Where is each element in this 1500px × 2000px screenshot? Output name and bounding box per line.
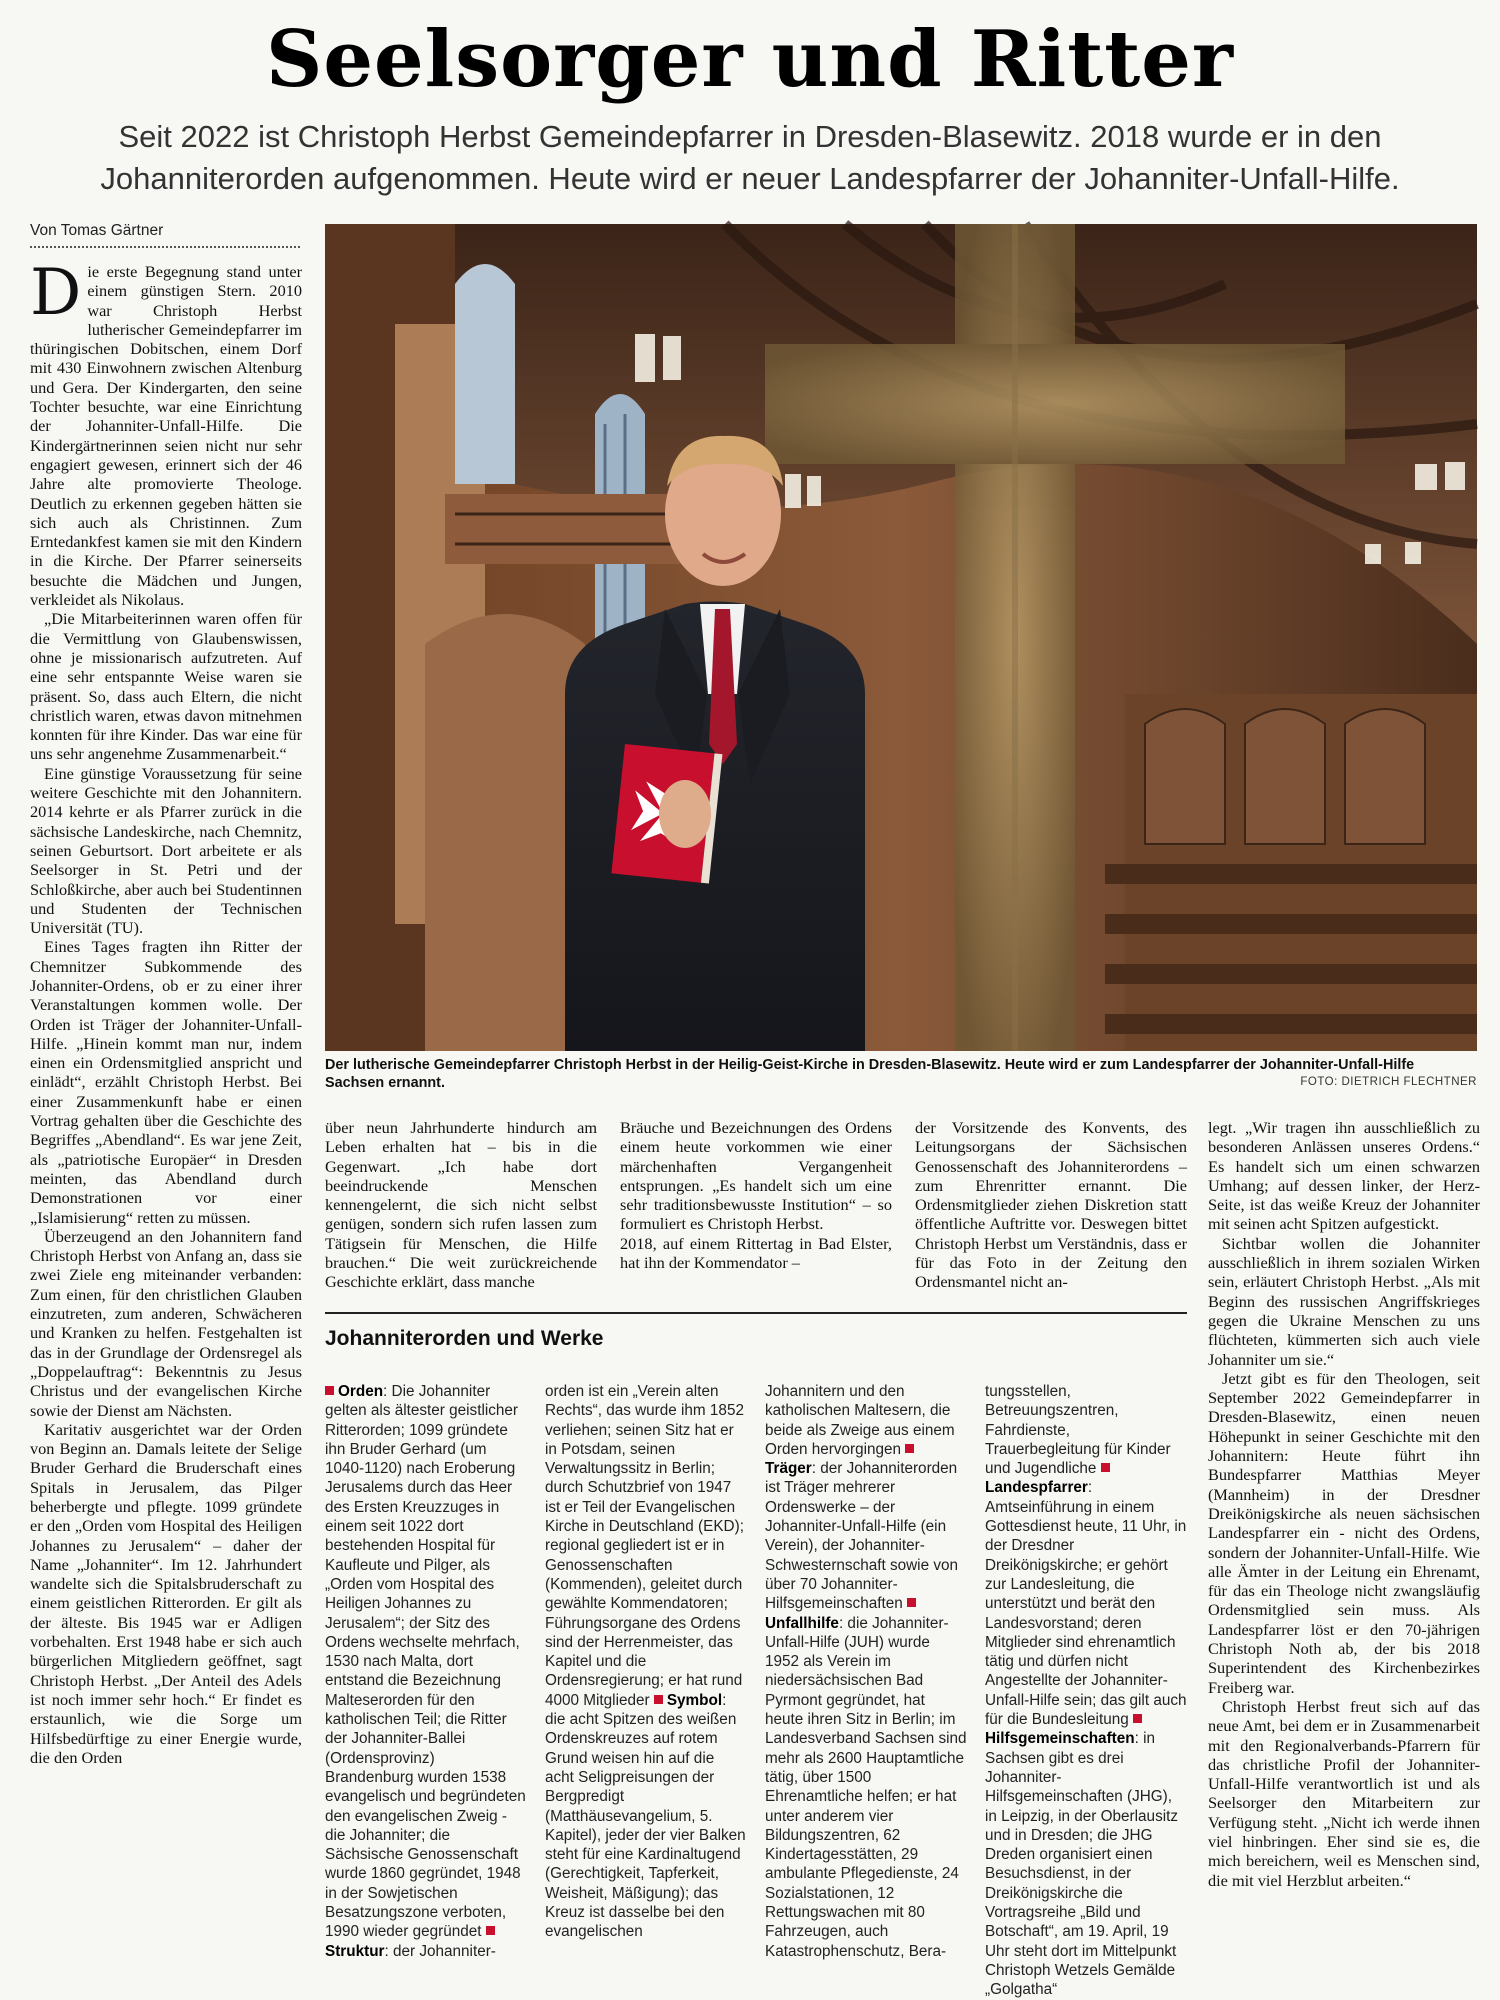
- red-square-bullet-icon: [654, 1695, 663, 1704]
- red-square-bullet-icon: [905, 1444, 914, 1453]
- article-paragraph: Jetzt gibt es für den Theologen, seit September 2022 Gemeindepfarrer in Dresden-Blasewitz, einen neuen Höhepunkt in seiner Geschichte mit den Johannitern: Heute führt ihn Bundespfarrer Matthias Meyer (Mannheim) in der Dresdner Dreikönigskirche als neuen sächsischen Landespfarrer ein - nicht des Ordens, sondern der Johanniter-Unfall-Hilfe. Wie alle Ämter in der Leitung ein Ehrenamt, für das ein Theologe nicht zwangsläufig Ordensmitglied sein muss. Als Landespfarrer löst er den 70-jährigen Christoph Noth ab, der bis 2018 Superintendent des Kirchenbezirkes Freiberg war.: [1208, 1368, 1480, 1697]
- article-paragraph: Bräuche und Bezeichnungen des Ordens einem heute vorkommen wie einer märchenhaften Vergangenheit entsprungen. „Es handelt sich um eine sehr traditionsbewusste Institution“ – so formuliert es Christoph Herbst. 2018, auf einem Rittertag in Bad Elster, hat ihn der Kommendator –: [620, 1118, 892, 1273]
- infobox-column: Johannitern und den katholischen Maltesern, die beide als Zweige aus einem Orden hervorgingen Träger: der Johanniterorden ist Träger mehrerer Ordenswerke – der Johanniter-Unfall-Hilfe (ein Verein), der Johanniter-Schwesternschaft sowie von über 70 Johanniter-Hilfsgemeinschaften Unfallhilfe: die Johanniter-Unfall-Hilfe (JUH) wurde 1952 als Verein im niedersächsischen Bad Pyrmont gegründet, hat heute ihren Sitz in Berlin; im Landesverband Sachsen sind mehr als 2600 Hauptamtliche tätig, über 1500 Ehrenamtliche helfen; er hat unter anderem vier Bildungszentren, 62 Kindertagesstätten, 29 ambulante Pflegedienste, 24 Sozialstationen, 12 Rettungswachen mit 80 Fahrzeugen, auch Katastrophenschutz, Bera-: [765, 1383, 967, 1960]
- infobox-rule: [325, 1312, 1187, 1314]
- infobox-column: Orden: Die Johanniter gelten als ältester geistlicher Ritterorden; 1099 gründete ihn Bruder Gerhard (um 1040-1120) nach Eroberung Jerusalems durch das Heer des Ersten Kreuzzuges in einem seit 1022 dort bestehenden Hospital für Kaufleute und Pilger, als „Orden vom Hospital des Heiligen Johannes zu Jerusalem“; der Sitz des Ordens wechselte mehrfach, 1530 nach Malta, dort entstand die Bezeichnung Malteserorden für den katholischen Teil; die Ritter der Johanniter-Ballei (Ordensprovinz) Brandenburg wurden 1538 evangelisch und begründeten den evangelischen Zweig - die Johanniter; die Sächsische Genossenschaft wurde 1860 gegründet, 1948 in der Sowjetischen Besatzungszone verboten, 1990 wieder gegründet Struktur: der Johanniter-: [325, 1383, 526, 1960]
- infobox-column: tungsstellen, Betreuungszentren, Fahrdienste, Trauerbegleitung für Kinder und Jugendliche Landespfarrer: Amtseinführung in einem Gottesdienst heute, 11 Uhr, in der Dresdner Dreikönigskirche; er gehört zur Landesleitung, die unterstützt und berät den Landesvorstand; deren Mitglieder sind ehrenamtlich tätig und dürfen nicht Angestellte der Johanniter-Unfall-Hilfe sein; das gilt auch für die Bundesleitung Hilfsgemeinschaften: in Sachsen gibt es drei Johanniter-Hilfsgemeinschaften (JHG), in Leipzig, in der Oberlausitz und in Dresden; die JHG Dreden organisiert einen Besuchsdienst, in der Dreikönigskirche die Vortragsreihe „Bild und Botschaft“, am 19. April, 19 Uhr steht dort im Mittelpunkt Christoph Wetzels Gemälde „Golgatha“: [985, 1383, 1187, 1999]
- article-paragraph: Sichtbar wollen die Johanniter ausschließlich in ihrem sozialen Wirken sein, erläutert Christoph Herbst. „Als mit Beginn des russischen Angriffskrieges gegen die Ukraine Menschen zu uns flüchteten, kümmerten sich auch viele Johanniter um sie.“: [1208, 1233, 1480, 1369]
- infobox-title: Johanniterorden und Werke: [325, 1327, 604, 1350]
- article-paragraph: Die erste Begegnung stand unter einem günstigen Stern. 2010 war Christoph Herbst lutherischer Gemeindepfarrer im thüringischen Dobitschen, einem Dorf mit 430 Einwohnern zwischen Altenburg und Gera. Der Kindergarten, den seine Tochter besuchte, war eine Einrichtung der Johanniter-Unfall-Hilfe. Die Kindergärtnerinnen seien nicht nur sehr engagiert gewesen, erinnert sich der 46 Jahre alte promovierte Theologe. Deutlich zu erkennen gegeben hätten sie sich auch als Christinnen. Zum Erntedankfest kamen sie mit den Kindern in die Kirche. Der Pfarrer seinerseits besuchte die Mädchen und Jungen, verkleidet als Nikolaus.: [30, 256, 302, 610]
- article-paragraph: Christoph Herbst freut sich auf das neue Amt, bei dem er in Zusammenarbeit mit den Regionalverbands-Pfarrern für das christliche Profil der Johanniter-Unfall-Hilfe verantwortlich ist und als Seelsorger den Mitarbeitern zur Verfügung steht. „Nicht ich werde ihnen viel hinbringen. Eher sind sie es, die mich bereichern, weil es Menschen sind, die mit viel Herzblut arbeiten.“: [1208, 1696, 1480, 1890]
- article-paragraph: „Die Mitarbeiterinnen waren offen für die Vermittlung von Glaubenswissen, ohne je missionarisch aufzutreten. Auf eine sehr entspannte Weise waren sie präsent. So, dass auch Eltern, die nicht christlich waren, etwas davon mitnehmen konnten für ihre Kinder. Das war eine für uns sehr angenehme Zusammenarbeit.“: [30, 609, 302, 764]
- article-paragraph: Überzeugend an den Johannitern fand Christoph Herbst von Anfang an, dass sie zwei Ziele eng miteinander verbanden: Zum einen, für den christlichen Glauben einzutreten, zum anderen, Schwächeren und Kranken zu helfen. Festgehalten ist das in der Grundlage der Ordensregel als „Doppelauftrag“: Bekenntnis zu Jesus Christus und der evangelischen Kirche sowie der Dienst am Nächsten.: [30, 1226, 302, 1420]
- red-square-bullet-icon: [486, 1926, 495, 1935]
- dropcap: D: [30, 256, 82, 330]
- red-square-bullet-icon: [907, 1598, 916, 1607]
- article-paragraph: Eine günstige Voraussetzung für seine weitere Geschichte mit den Johannitern. 2014 kehrte er als Pfarrer zurück in die sächsische Landeskirche, nach Chemnitz, seinen Geburtsort. Dort arbeitete er als Seelsorger in St. Petri und der Schloßkirche, aber auch bei Studentinnen und Studenten der Technischen Universität (TU).: [30, 763, 302, 938]
- article-paragraph: legt. „Wir tragen ihn ausschließlich zu besonderen Anlässen unseres Ordens.“ Es handelt sich um einen schwarzen Umhang; auf dessen linker, der Herz-Seite, ist das weiße Kreuz der Johanniter mit seinen acht Spitzen aufgestickt.: [1208, 1118, 1480, 1234]
- article-paragraph: der Vorsitzende des Konvents, des Leitungsorgans der Sächsischen Genossenschaft des Johanniterordens – zum Ehrenritter ernannt. Die Ordensmitglieder ziehen Diskretion statt öffentliche Auftritte vor. Deswegen bittet Christoph Herbst um Verständnis, dass er für das Foto in der Zeitung den Ordensmantel nicht an-: [915, 1118, 1187, 1292]
- photo-caption: Der lutherische Gemeindepfarrer Christoph Herbst in der Heilig-Geist-Kirche in Dresden-Blasewitz. Heute wird er zum Landespfarrer der Johanniter-Unfall-Hilfe Sachsen ernannt.: [325, 1057, 1415, 1091]
- article-column-left: [30, 256, 302, 1767]
- deck: Seit 2022 ist Christoph Herbst Gemeindepfarrer in Dresden-Blasewitz. 2018 wurde er in den Johanniterorden aufgenommen. Heute wird er neuer Landespfarrer der Johanniter-Unfall-Hilfe.: [100, 119, 1400, 196]
- infobox-column: orden ist ein „Verein alten Rechts“, das wurde ihm 1852 verliehen; seinen Sitz hat er in Potsdam, seinen Verwaltungssitz in Berlin; durch Schutzbrief von 1947 ist er Teil der Evangelischen Kirche in Deutschland (EKD); regional gegliedert ist er in Genossenschaften (Kommenden), geleitet durch gewählte Kommendatoren; Führungsorgane des Ordens sind der Herrenmeister, das Kapitel und die Ordensregierung; er hat rund 4000 Mitglieder Symbol: die acht Spitzen des weißen Ordenskreuzes auf rotem Grund weisen hin auf die acht Seligpreisungen der Bergpredigt (Matthäusevangelium, 5. Kapitel), jeder der vier Balken steht für eine Kardinaltugend (Gerechtigkeit, Tapferkeit, Weisheit, Mäßigung); das Kreuz ist dasselbe bei den evangelischen: [545, 1383, 746, 1941]
- article-paragraph: über neun Jahrhunderte hindurch am Leben erhalten hat – bis in die Gegenwart. „Ich habe dort beeindruckende Menschen kennengelernt, die sich nicht selbst genügen, sondern sich rufen lassen zum Tätigsein für Menschen, die Hilfe brauchen.“ Die weit zurückreichende Geschichte erklärt, dass manche: [325, 1118, 597, 1292]
- church-photo: [325, 224, 1477, 1051]
- red-square-bullet-icon: [1101, 1463, 1110, 1472]
- photo-credit: FOTO: DIETRICH FLECHTNER: [1300, 1076, 1477, 1088]
- article-paragraph: Karitativ ausgerichtet war der Orden von Beginn an. Damals leitete der Selige Bruder Gerhard die Bruderschaft eines Spitals in Jerusalem, das Pilger beherbergte und pflegte. 1099 gründete er den „Orden vom Hospital des Heiligen Johannes zu Jerusalem“ – daher der Name „Johanniter“. Im 12. Jahrhundert wandelte sich die Spitalsbruderschaft zu einem geistlichen Ritterorden. Er gilt als der älteste. Bis 1945 war er Adligen vorbehalten. Erst 1948 habe er sich auch bürgerlichen Mitgliedern geöffnet, sagt Christoph Herbst. „Der Anteil des Adels ist noch immer sehr hoch.“ Er findet es erstaunlich, wie die Sorge um Hilfsbedürftige zu einer Energie wurde, die den Orden: [30, 1419, 302, 1767]
- headline: Seelsorger und Ritter: [265, 14, 1234, 105]
- article-paragraph: Eines Tages fragten ihn Ritter der Chemnitzer Subkommende des Johanniter-Ordens, ob er zu einer ihrer Veranstaltungen kommen wolle. Der Orden ist Träger der Johanniter-Unfall-Hilfe. „Hinein kommt man nur, indem einen ein Ordensmitglied anspricht und einlädt“, erzählt Christoph Herbst. Bei einer Zusammenkunft habe er einen Vortrag gehalten über die Geschichte des Begriffes „Abendland“. Es war jene Zeit, als „patriotische Europäer“ in Dresden meinten, das Abendland durch Demonstrationen vor einer „Islamisierung“ retten zu müssen.: [30, 937, 302, 1227]
- article-column: [915, 1118, 1187, 1292]
- article-column: [325, 1118, 597, 1292]
- article-column: [620, 1118, 892, 1272]
- byline: Von Tomas Gärtner: [30, 222, 300, 248]
- red-square-bullet-icon: [325, 1386, 334, 1395]
- red-square-bullet-icon: [1133, 1714, 1142, 1723]
- article-column-right: [1208, 1118, 1480, 1890]
